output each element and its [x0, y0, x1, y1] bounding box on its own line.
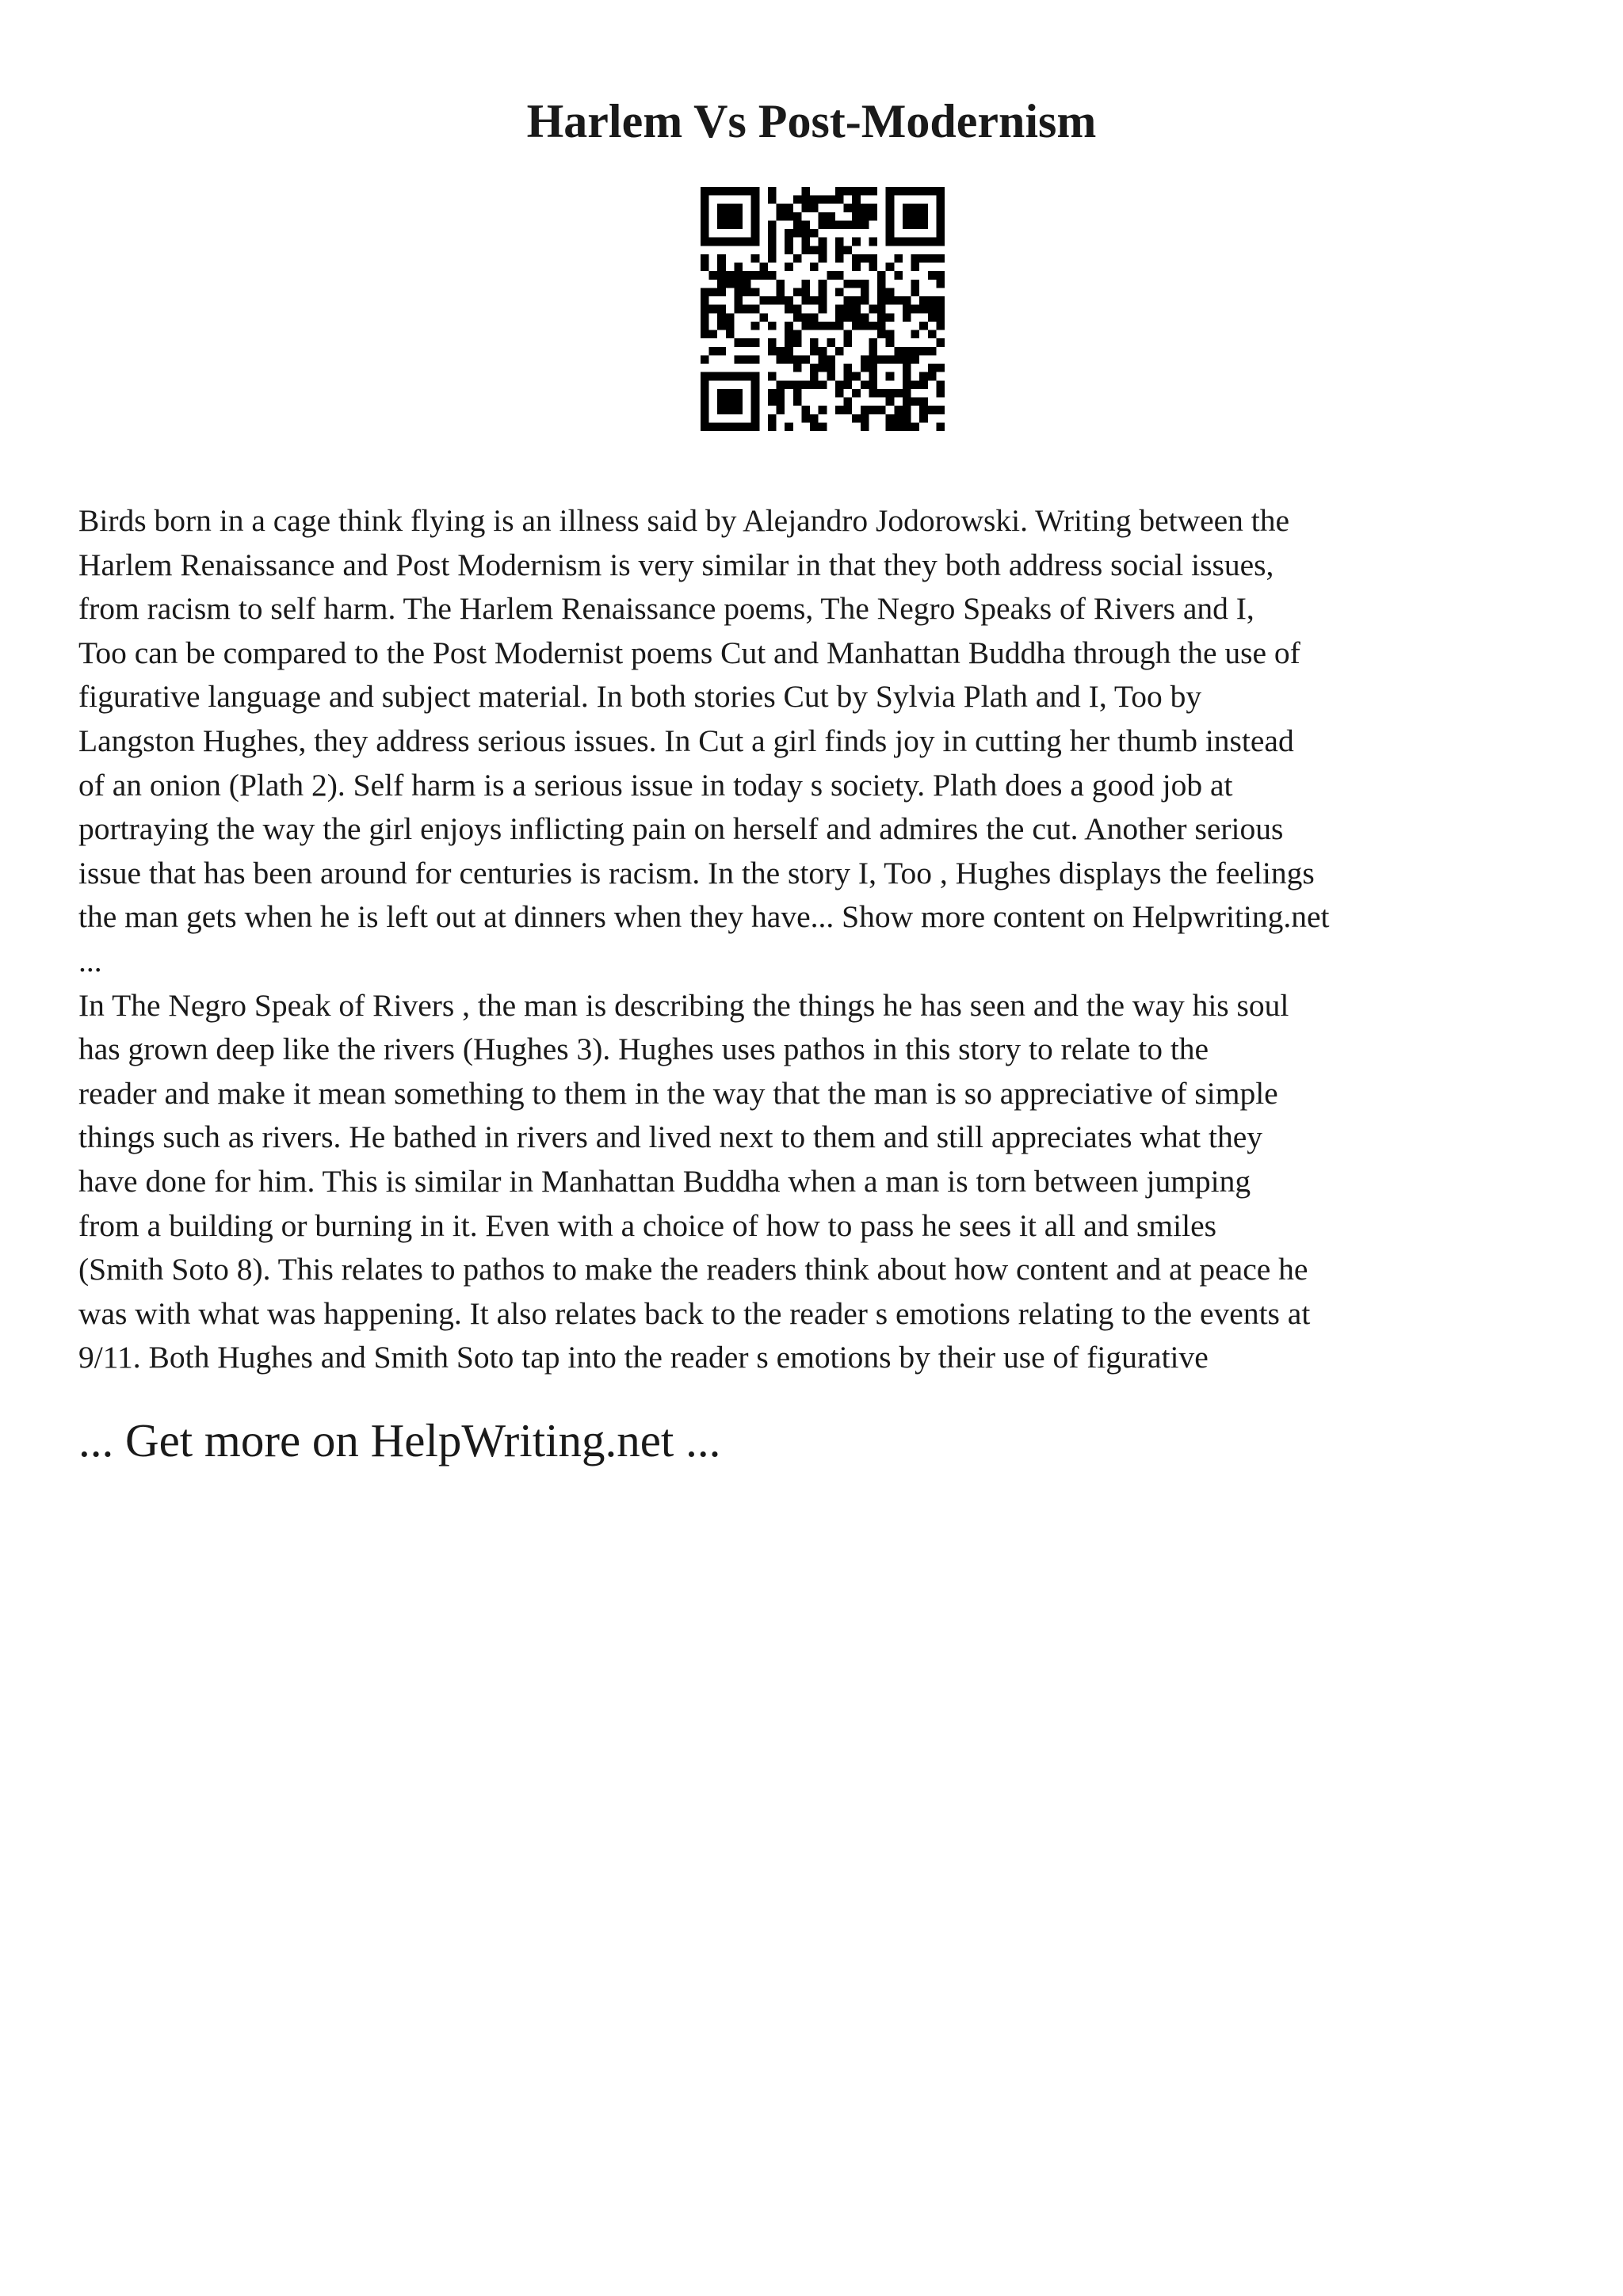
- body-paragraph: In The Negro Speak of Rivers , the man is describing the things he has seen and the way his soul has grown deep like the rivers (Hughes 3). Hughes uses pathos in this story to relate to the reader and make it mean something to them in the way that the man is so appreciative of simple things such as rivers. He bathed in rivers and lived next to them and still appreciates what they have done for him. This is similar in Manhattan Buddha when a man is torn between jumping from a building or burning in it. Even with a choice of how to pass he sees it all and smiles (Smith Soto 8). This relates to pathos to make the readers think about how content and at peace he was with what was happening. It also relates back to the reader s emotions relating to the events at 9/11. Both Hughes and Smith Soto tap into the reader s emotions by their use of figurative: [78, 987, 1311, 1375]
- document-title: Harlem Vs Post-Modernism: [526, 95, 1097, 147]
- article-body: [78, 499, 1556, 1380]
- body-paragraph: Birds born in a cage think flying is an illness said by Alejandro Jodorowski. Writing between the Harlem Renaissance and Post Modernism is very similar in that they both address social issues, from racism to self harm. The Harlem Renaissance poems, The Negro Speaks of Rivers and I, Too can be compared to the Post Modernist poems Cut and Manhattan Buddha through the use of figurative language and subject material. In both stories Cut by Sylvia Plath and I, Too by Langston Hughes, they address serious issues. In Cut a girl finds joy in cutting her thumb instead of an onion (Plath 2). Self harm is a serious issue in today s society. Plath does a good job at portraying the way the girl enjoys inflicting pain on herself and admires the cut. Another serious issue that has been around for centuries is racism. In the story I, Too , Hughes displays the feelings the man gets when he is left out at dinners when they have... Show more content on Helpwriting.net ...: [78, 503, 1330, 978]
- qr-code-icon: [701, 187, 945, 431]
- get-more-link[interactable]: ... Get more on HelpWriting.net ...: [78, 1414, 721, 1466]
